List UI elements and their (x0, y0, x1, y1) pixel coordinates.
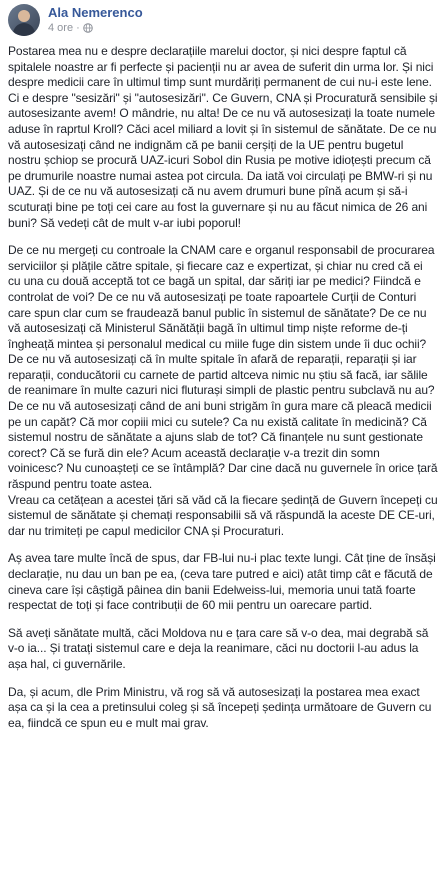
post-paragraph-4: Să aveți sănătate multă, căci Moldova nu e țara care să v-o dea, mai degrabă să v-o ia... Și tratați sistemul care e deja la reanimare, căci nu doctorii l-au adus la așa hal, ci guvernările. (8, 625, 429, 671)
separator-dot: · (76, 22, 80, 34)
post-meta (48, 4, 143, 35)
post-body (8, 44, 438, 731)
post-time[interactable]: 4 ore (48, 22, 74, 34)
avatar-body (13, 23, 35, 36)
post-paragraph-2: De ce nu mergeți cu controale la CNAM care e organul responsabil de procurarea serviciilor și plățile către spitale, și fiecare caz e expertizat, și chiar nu cred că ei cu una cu două acceptă tot ce bagă un spital, dar săriți iar pe medici? Fiindcă e controlat de voi? De ce nu vă autosesizați pe toate rapoartele Curții de Conturi care spun clar cum se fraudează banul public în sistemul de sănătate? De ce nu vă autosesizați că Ministerul Sănătății bagă în ultimul timp niște reforme de-ți îngheață mintea și personalul medical cu miile fuge din sistem unde îi duc ochii? De ce nu vă autosesizați că în multe spitale în afară de reparații, reparații și iar reparații, conducătorii cu carnete de partid altceva nimic nu știu să facă, iar sălile de reanimare în multe cazuri nici fluturași simpli de plastic pentru subclavă nu au? De ce nu vă autosesizați când de ani buni strigăm în gura mare că pleacă medicii pe un capăt? Că mor copiii mici cu sutele? Ca nu există calitate în medicină? Că sistemul nostru de sănătate a ajuns slab de tot? Că finanțele nu sunt gestionate corect? Că se fură din ele? Acum această declarație v-a trezit din somn voinicesc? Nu cunoașteți ce se întâmplă? Dar cine dacă nu guvernele în orice țară răspund pentru toate astea. Vreau ca cetățean a acestei țări să văd că la fiecare ședință de Guvern începeți cu sistemul de sănătate și chemați responsabilii să vă răspundă la aceste DE CE-uri, dar nu trimiteți pe capul medicilor CNA și Procuraturi. (8, 243, 438, 538)
avatar-head (18, 10, 30, 22)
post-paragraph-3: Aș avea tare multe încă de spus, dar FB-lui nu-i plac texte lungi. Cât ține de însăși declarație, nu dau un ban pe ea, (ceva tare putred e aici) atât timp cât e făcută de cineva care își câștigă pâinea din banii Edelweiss-lui, memoria unui tată foarte respectat de toți și face contribuții de 60 mii pentru un oarecare partid. (8, 551, 436, 613)
post-subline (48, 21, 143, 35)
author-name[interactable]: Ala Nemerenco (48, 5, 143, 20)
post-paragraph-1: Postarea mea nu e despre declarațiile marelui doctor, și nici despre faptul că spitalele noastre ar fi perfecte și pacienții nu ar avea de suferit din urma lor. Și nici despre medicii care în ultimul timp sunt murdăriți permanent de cui nu-i este lene. Ci e despre "sesizări" și "autosesizări". Ce Guvern, CNA și Procuratură sensibile și autosesizante avem! O mândrie, nu alta! De ce nu vă autosesizați la toate numele aduse în raprtul Kroll? Căci acel miliard a lovit și în sistemul de sănătate. De ce nu vă autosesizați când ne indignăm că pe banii cerșiți de la UE pentru bugetul nostru șchiop se procură UAZ-icuri Sobol din Rusia pe motive idioțești precum că pe drumurile noastre numai astea pot circula. Da iată voi circulați pe BMW-ri și nu UAZ. Și de ce nu vă autosesizați că nu avem drumuri bune pînă acum și să-i scuturați bine pe toți cei care au fost la guvernare și nu au făcut nimica de 26 ani buni? Să vedeți cât de mult v-ar iubi poporul! (8, 44, 438, 230)
author-avatar[interactable] (8, 4, 40, 36)
post-header (8, 4, 438, 44)
post-paragraph-5: Da, și acum, dle Prim Ministru, vă rog să vă autosesizați la postarea mea exact așa ca și la cea a pretinsului coleg și să începeți ședința următoare de Guvern cu ea, fiindcă ce spun eu e mult mai grav. (8, 684, 432, 730)
globe-icon[interactable] (83, 23, 93, 33)
